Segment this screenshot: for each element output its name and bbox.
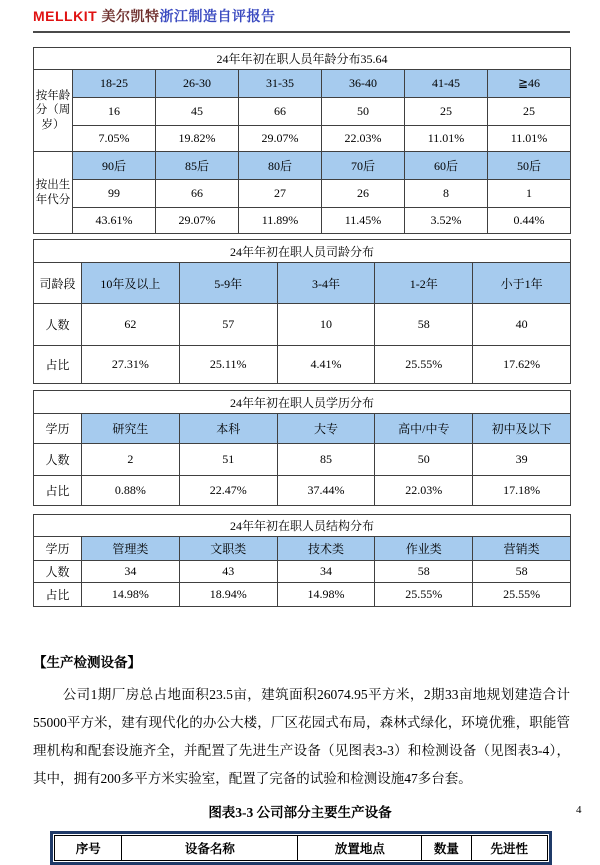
count-cell: 43 bbox=[179, 561, 277, 583]
page-number: 4 bbox=[576, 804, 582, 816]
percent-cell: 25.55% bbox=[375, 583, 473, 607]
percent-cell: 14.98% bbox=[277, 583, 375, 607]
age-col-header: 36-40 bbox=[322, 70, 405, 98]
col-header: 初中及以下 bbox=[473, 414, 571, 444]
age-table-body bbox=[34, 48, 571, 234]
count-cell: 1 bbox=[488, 180, 571, 208]
table-title-row bbox=[34, 391, 571, 414]
count-cell: 51 bbox=[179, 444, 277, 476]
col-header: 10年及以上 bbox=[82, 263, 180, 304]
count-label: 人数 bbox=[34, 304, 82, 346]
row-group-label: 按出生年代分 bbox=[34, 152, 73, 234]
count-cell: 34 bbox=[277, 561, 375, 583]
percent-cell: 22.03% bbox=[322, 126, 405, 152]
col-header: 3-4年 bbox=[277, 263, 375, 304]
equip-col-location: 放置地点 bbox=[298, 836, 422, 861]
percent-cell: 14.98% bbox=[82, 583, 180, 607]
age-group-header-row bbox=[34, 152, 571, 180]
row-label: 学历 bbox=[34, 414, 82, 444]
tenure-distribution-table bbox=[33, 239, 571, 384]
age-col-header: 41-45 bbox=[405, 70, 488, 98]
percent-row bbox=[34, 476, 571, 506]
tenure-table-body bbox=[34, 240, 571, 384]
percent-cell: 25.55% bbox=[375, 346, 473, 384]
age-col-header: 60后 bbox=[405, 152, 488, 180]
age-count-row bbox=[34, 180, 571, 208]
percent-cell: 7.05% bbox=[73, 126, 156, 152]
count-cell: 8 bbox=[405, 180, 488, 208]
equip-col-quantity: 数量 bbox=[422, 836, 471, 861]
age-col-header: 90后 bbox=[73, 152, 156, 180]
col-header: 5-9年 bbox=[179, 263, 277, 304]
percent-cell: 27.31% bbox=[82, 346, 180, 384]
structure-table-body bbox=[34, 515, 571, 607]
count-row bbox=[34, 444, 571, 476]
count-cell: 66 bbox=[156, 180, 239, 208]
percent-cell: 22.47% bbox=[179, 476, 277, 506]
percent-row bbox=[34, 583, 571, 607]
table-title-row bbox=[34, 515, 571, 537]
col-header: 管理类 bbox=[82, 537, 180, 561]
age-table-title-row bbox=[34, 48, 571, 70]
row-label: 学历 bbox=[34, 537, 82, 561]
age-col-header: 50后 bbox=[488, 152, 571, 180]
equip-col-serial: 序号 bbox=[55, 836, 122, 861]
row-label: 司龄段 bbox=[34, 263, 82, 304]
percent-cell: 25.11% bbox=[179, 346, 277, 384]
count-cell: 25 bbox=[488, 98, 571, 126]
age-col-header: 70后 bbox=[322, 152, 405, 180]
col-header: 1-2年 bbox=[375, 263, 473, 304]
equip-col-advancement: 先进性 bbox=[471, 836, 547, 861]
age-col-header: ≧46 bbox=[488, 70, 571, 98]
equipment-header-row bbox=[55, 836, 548, 861]
count-cell: 85 bbox=[277, 444, 375, 476]
col-header: 本科 bbox=[179, 414, 277, 444]
age-col-header: 26-30 bbox=[156, 70, 239, 98]
count-cell: 34 bbox=[82, 561, 180, 583]
education-distribution-table bbox=[33, 390, 571, 506]
count-cell: 26 bbox=[322, 180, 405, 208]
count-cell: 25 bbox=[405, 98, 488, 126]
percent-cell: 11.01% bbox=[405, 126, 488, 152]
table-title: 24年年初在职人员学历分布 bbox=[34, 391, 571, 414]
percent-cell: 25.55% bbox=[473, 583, 571, 607]
col-header: 研究生 bbox=[82, 414, 180, 444]
count-row bbox=[34, 561, 571, 583]
age-distribution-table bbox=[33, 47, 571, 234]
percent-cell: 0.44% bbox=[488, 208, 571, 234]
table-title: 24年年初在职人员结构分布 bbox=[34, 515, 571, 537]
count-cell: 16 bbox=[73, 98, 156, 126]
count-cell: 50 bbox=[322, 98, 405, 126]
age-col-header: 80后 bbox=[239, 152, 322, 180]
col-header: 大专 bbox=[277, 414, 375, 444]
brand-name-cn: 美尔凯特 bbox=[101, 10, 160, 25]
age-percent-row bbox=[34, 126, 571, 152]
pct-label: 占比 bbox=[34, 346, 82, 384]
count-label: 人数 bbox=[34, 561, 82, 583]
count-cell: 2 bbox=[82, 444, 180, 476]
percent-cell: 11.01% bbox=[488, 126, 571, 152]
count-cell: 39 bbox=[473, 444, 571, 476]
percent-cell: 22.03% bbox=[375, 476, 473, 506]
report-title: 浙江制造自评报告 bbox=[159, 10, 276, 25]
table-title: 24年年初在职人员年龄分布35.64 bbox=[34, 48, 571, 70]
body-paragraph: 公司1期厂房总占地面积23.5亩，建筑面积26074.95平方米，2期33亩地规划建造合计55000平方米，建有现代化的办公大楼，厂区花园式布局，森林式绿化，环境优雅，职能管理机构和配套设施齐全，并配置了先进生产设备（见图表3-3）和检测设备（见图表3-4），其中，拥有200多平方米实验室，配置了完备的试验和检测设施47多台套。 bbox=[33, 687, 570, 786]
col-header: 作业类 bbox=[375, 537, 473, 561]
column-header-row bbox=[34, 537, 571, 561]
count-cell: 27 bbox=[239, 180, 322, 208]
percent-cell: 17.62% bbox=[473, 346, 571, 384]
equipment-table-wrapper bbox=[50, 831, 552, 865]
age-col-header: 18-25 bbox=[73, 70, 156, 98]
percent-cell: 0.88% bbox=[82, 476, 180, 506]
percent-row bbox=[34, 346, 571, 384]
col-header: 小于1年 bbox=[473, 263, 571, 304]
count-cell: 58 bbox=[375, 304, 473, 346]
pct-label: 占比 bbox=[34, 583, 82, 607]
count-cell: 57 bbox=[179, 304, 277, 346]
count-cell: 58 bbox=[375, 561, 473, 583]
percent-cell: 4.41% bbox=[277, 346, 375, 384]
page-header bbox=[33, 6, 570, 33]
count-cell: 50 bbox=[375, 444, 473, 476]
col-header: 营销类 bbox=[473, 537, 571, 561]
age-col-header: 31-35 bbox=[239, 70, 322, 98]
row-group-label: 按年龄分（周岁） bbox=[34, 70, 73, 152]
percent-cell: 29.07% bbox=[156, 208, 239, 234]
percent-cell: 19.82% bbox=[156, 126, 239, 152]
equip-col-device-name: 设备名称 bbox=[122, 836, 298, 861]
percent-cell: 3.52% bbox=[405, 208, 488, 234]
count-cell: 40 bbox=[473, 304, 571, 346]
percent-cell: 29.07% bbox=[239, 126, 322, 152]
col-header: 技术类 bbox=[277, 537, 375, 561]
col-header: 高中/中专 bbox=[375, 414, 473, 444]
age-col-header: 85后 bbox=[156, 152, 239, 180]
column-header-row bbox=[34, 263, 571, 304]
table-title-row bbox=[34, 240, 571, 263]
percent-cell: 17.18% bbox=[473, 476, 571, 506]
pct-label: 占比 bbox=[34, 476, 82, 506]
count-cell: 99 bbox=[73, 180, 156, 208]
count-cell: 66 bbox=[239, 98, 322, 126]
structure-distribution-table bbox=[33, 514, 571, 607]
education-table-body bbox=[34, 391, 571, 506]
percent-cell: 43.61% bbox=[73, 208, 156, 234]
age-percent-row bbox=[34, 208, 571, 234]
count-cell: 45 bbox=[156, 98, 239, 126]
equipment-table bbox=[54, 835, 548, 861]
age-count-row bbox=[34, 98, 571, 126]
count-label: 人数 bbox=[34, 444, 82, 476]
percent-cell: 37.44% bbox=[277, 476, 375, 506]
table-title: 24年年初在职人员司龄分布 bbox=[34, 240, 571, 263]
section-heading: 【生产检测设备】 bbox=[33, 655, 141, 670]
count-cell: 58 bbox=[473, 561, 571, 583]
age-group-header-row bbox=[34, 70, 571, 98]
figure-caption: 图表3-3 公司部分主要生产设备 bbox=[208, 805, 392, 820]
column-header-row bbox=[34, 414, 571, 444]
brand-logo-text: MELLKIT bbox=[33, 8, 98, 24]
count-row bbox=[34, 304, 571, 346]
count-cell: 62 bbox=[82, 304, 180, 346]
percent-cell: 11.45% bbox=[322, 208, 405, 234]
count-cell: 10 bbox=[277, 304, 375, 346]
percent-cell: 18.94% bbox=[179, 583, 277, 607]
percent-cell: 11.89% bbox=[239, 208, 322, 234]
col-header: 文职类 bbox=[179, 537, 277, 561]
